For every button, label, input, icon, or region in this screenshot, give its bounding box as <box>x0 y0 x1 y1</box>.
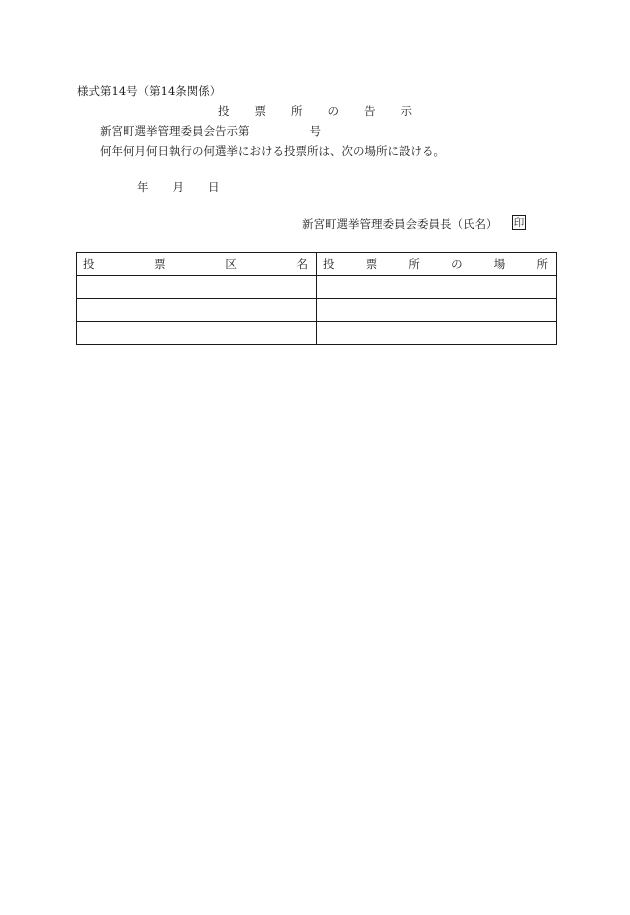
table-row <box>77 276 557 299</box>
header-char: 票 <box>365 257 378 271</box>
location-cell <box>317 276 557 299</box>
document-title <box>218 104 412 118</box>
title-char: 示 <box>400 104 412 118</box>
header-char: 区 <box>225 257 237 271</box>
header-char: 所 <box>536 257 548 271</box>
title-char: 投 <box>218 104 230 118</box>
district-cell <box>77 299 317 322</box>
title-char: 告 <box>364 104 376 118</box>
title-char: 所 <box>291 104 303 118</box>
header-district <box>77 253 317 276</box>
date-day: 日 <box>208 180 220 194</box>
table-row <box>77 299 557 322</box>
header-char: 名 <box>296 257 308 271</box>
header-char: 票 <box>154 257 166 271</box>
header-char: 投 <box>83 257 95 271</box>
district-cell <box>77 322 317 345</box>
location-cell <box>317 322 557 345</box>
header-char: の <box>451 257 463 271</box>
header-char: 投 <box>323 257 335 271</box>
location-cell <box>317 299 557 322</box>
header-char: 場 <box>493 257 506 271</box>
table-row <box>77 322 557 345</box>
header-char: 所 <box>408 257 420 271</box>
date-line <box>137 180 220 194</box>
title-char: の <box>327 104 339 118</box>
notice-prefix: 新宮町選挙管理委員会告示第 <box>100 124 250 138</box>
date-month: 月 <box>172 180 184 194</box>
seal-mark: 印 <box>513 217 525 229</box>
header-location <box>317 253 557 276</box>
notice-number <box>100 124 321 138</box>
notice-suffix: 号 <box>309 124 321 138</box>
district-cell <box>77 276 317 299</box>
polling-table <box>76 252 557 345</box>
notice-body-text: 何年何月何日執行の何選挙における投票所は、次の場所に設ける。 <box>100 144 445 158</box>
date-year: 年 <box>137 180 149 194</box>
title-char: 票 <box>254 104 266 118</box>
signature-line: 新宮町選挙管理委員会委員長（氏名） <box>302 217 498 231</box>
table-header-row <box>77 253 557 276</box>
form-number: 様式第14号（第14条関係） <box>77 84 222 98</box>
